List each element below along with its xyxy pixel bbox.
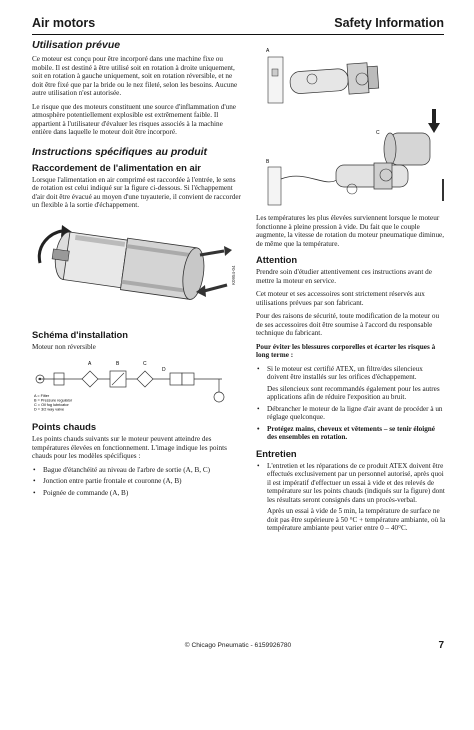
header-product: Air motors xyxy=(32,16,96,30)
list-item: • Jonction entre partie frontale et couronne (A, B) xyxy=(32,477,242,486)
hot-spots-list xyxy=(32,466,242,498)
maintenance-list xyxy=(256,462,446,533)
hot-spots-title: Points chauds xyxy=(32,421,97,432)
hose-icon xyxy=(281,176,338,182)
installation-title: Schéma d'installation xyxy=(32,328,129,340)
specific-instructions-title: Instructions spécifiques au produit xyxy=(32,145,208,158)
attention-warning: Pour éviter les blessures corporelles et écarter les risques à long terme : xyxy=(256,342,436,359)
installation-subtitle: Moteur non réversible xyxy=(32,342,96,351)
figure-label-c: C xyxy=(376,130,380,136)
page-number: 7 xyxy=(438,640,444,651)
list-item: • Protégez mains, cheveux et vêtements – se tenir éloigné des ensembles en rotation. xyxy=(256,425,446,442)
label-a: A xyxy=(88,361,92,367)
legend-item: C = Oil fog lubricator xyxy=(34,403,69,407)
maintenance-title: Entretien xyxy=(256,447,297,459)
air-connection-paragraph: Lorsque l'alimentation en air comprimé est raccordée à l'entrée, le sens de rotation est celui indiqué sur la figure ci-dessous. Si l'échappement d'air doit être évacué au moyen d'une tuyauterie, il convient de raccorder un flexible à la sortie d'échappement. xyxy=(32,175,241,209)
lubricator-icon xyxy=(137,371,153,387)
arrow-down-icon xyxy=(428,123,440,133)
left-column xyxy=(32,39,242,502)
air-connection-title: Raccordement de l'alimentation en air xyxy=(32,161,201,173)
attention-paragraph-2: Cet moteur et ses accessoires sont strictement réservés aux utilisations prévues par son fabricant. xyxy=(256,290,425,307)
list-item: • Débrancher le moteur de la ligne d'air avant de procéder à un réglage quelconque. xyxy=(256,405,446,422)
label-b: B xyxy=(116,361,120,367)
intended-use-title: Utilisation prévue xyxy=(32,39,121,51)
attention-title: Attention xyxy=(256,254,298,265)
list-item-text: Si le moteur est certifié ATEX, un filtre/des silencieux doivent être installés sur les orifices d'échappement. xyxy=(267,364,423,381)
label-c: C xyxy=(143,361,147,367)
list-item xyxy=(256,365,446,402)
motor-symbol-icon xyxy=(214,392,224,402)
page-footer xyxy=(32,640,444,654)
list-item xyxy=(256,462,446,533)
installation-diagram xyxy=(32,353,242,415)
label-d: D xyxy=(162,367,166,373)
list-item-continuation: Des silencieux sont recommandés également pour les autres applications afin de réduire l'exposition au bruit. xyxy=(267,384,440,401)
hot-spots-paragraph: Les points chauds suivants sur le moteur peuvent atteindre des températures élevées en fonctionnement. L'image indique les points chauds pour les modèles spécifiques : xyxy=(32,435,227,460)
valve-icon xyxy=(170,373,182,385)
legend-item: D = 3/2 way valve xyxy=(34,407,65,412)
attention-list xyxy=(256,365,446,442)
legend-item: A = Filter xyxy=(34,394,50,398)
list-item-text: L'entretien et les réparations de ce produit ATEX doivent être effectués exclusivement par un personnel autorisé, après quoi il est impératif d'effectuer un essai à vide et des relevés de température sur les points chauds (indiqués sur la figure) dont les résultats seront consignés dans un procès-verbal. xyxy=(267,461,445,504)
header-rule xyxy=(32,34,444,35)
intended-use-paragraph-2: Le risque que des moteurs constituent une source d'inflammation d'une atmosphère potentiellement explosible est extrêmement faible. Il appartient à l'utilisateur d'évaluer les risques associés à la machine entière dans laquelle le moteur doit être incorporé. xyxy=(32,102,236,136)
filter-icon xyxy=(82,371,98,387)
attention-paragraph-1: Prendre soin d'étudier attentivement ces instructions avant de mettre la moteur en service. xyxy=(256,268,432,285)
hot-spots-figure xyxy=(256,39,446,214)
intended-use-paragraph-1: Ce moteur est conçu pour être incorporé dans une machine fixe ou mobile. Il est destiné à être utilisé soit en rotation à droite uniquement, soit en rotation à gauche uniquement, soit en rotation réversible, et ne doit être fixé que par la bride ou le nez fileté, selon les besoins. Aucune autre utilisation n'est autorisée. xyxy=(32,55,238,97)
temperature-paragraph: Les températures les plus élevées surviennent lorsque le moteur fonctionne à pleine pression à vide. Du fait que le couple augmente, la vitesse de rotation du moteur pneumatique diminue, de même que la température. xyxy=(256,214,445,248)
motor-rotation-figure xyxy=(32,215,242,323)
list-item: • Bague d'étanchéité au niveau de l'arbre de sortie (A, B, C) xyxy=(32,466,242,475)
footer-copyright: © Chicago Pneumatic - 6159926780 xyxy=(184,642,292,649)
legend-item: B = Pressure regulator xyxy=(34,398,73,403)
figure-code: K0954-04 xyxy=(231,264,236,285)
list-item-continuation: Après un essai à vide de 5 min, la température de surface ne doit pas être supérieure à 50 °C + température ambiante, où la température ambiante peut varier entre 0 – 40°C. xyxy=(267,507,446,532)
attention-paragraph-3: Pour des raisons de sécurité, toute modification de la moteur ou de ses accessoires doit être soumise à l'accord du responsable technique du fabricant. xyxy=(256,312,440,337)
page-header xyxy=(32,15,444,33)
figure-label-b: B xyxy=(266,159,270,165)
list-item: • Poignée de commande (A, B) xyxy=(32,489,242,498)
header-section: Safety Information xyxy=(334,16,444,30)
figure-label-a: A xyxy=(266,48,270,54)
right-column xyxy=(256,39,446,538)
motor-illustration xyxy=(32,215,242,323)
